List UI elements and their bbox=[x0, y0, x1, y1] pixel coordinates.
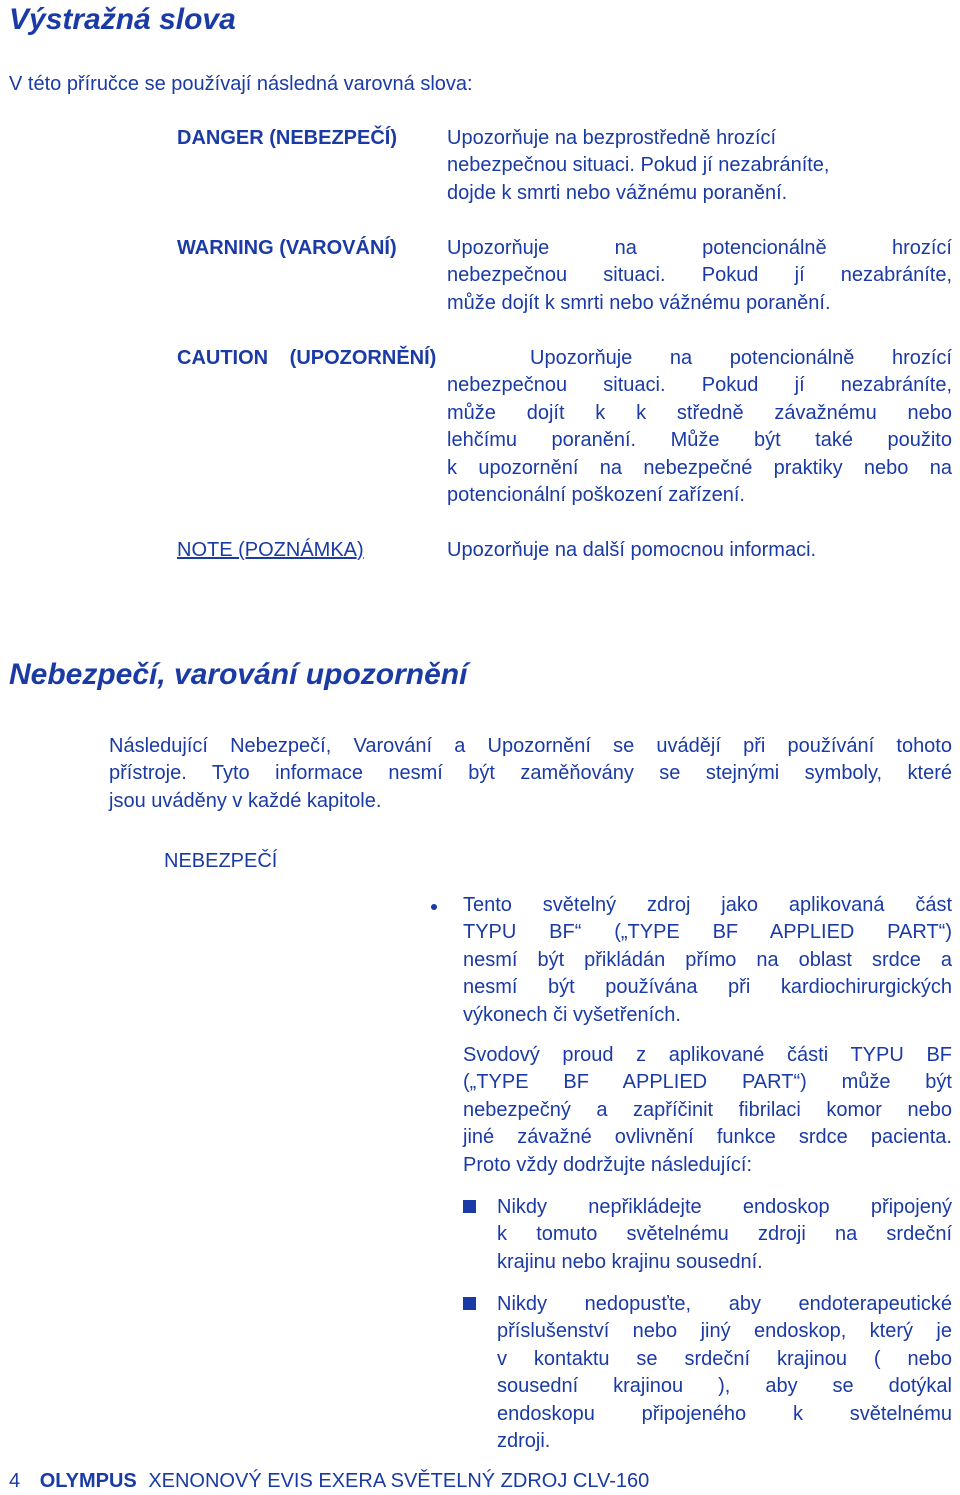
term-caution: CAUTION (UPOZORNĚNÍ) bbox=[177, 347, 437, 369]
section-intro: Následující Nebezpečí, Varování a Upozornění se uvádějí při používání tohoto přístroje. Tyto informace nesmí být zaměňovány se stejnými symboly, které jsou uváděny v každé kapitole. bbox=[109, 735, 952, 812]
term-warning: WARNING (VAROVÁNÍ) bbox=[177, 237, 397, 259]
danger-label: NEBEZPEČÍ bbox=[164, 850, 278, 872]
bullet-dot-icon bbox=[431, 904, 437, 910]
desc-note: Upozorňuje na další pomocnou informaci. bbox=[447, 539, 817, 561]
page-number: 4 bbox=[9, 1470, 21, 1492]
intro-text: V této příručce se používají následná varovná slova: bbox=[9, 73, 473, 95]
footer-brand: OLYMPUS bbox=[39, 1470, 137, 1492]
section-heading: Nebezpečí, varování upozornění bbox=[9, 658, 468, 691]
desc-caution-first: Upozorňuje na potencionálně hrozící bbox=[530, 347, 952, 369]
sub-item-2: Nikdy nedopusťte, aby endoterapeutické příslušenství nebo jiný endoskop, který je v kontaktu se srdeční krajinou ( nebo sousední krajinou ), aby se dotýkal endoskopu připojeného k světelnému zdroji. bbox=[497, 1293, 952, 1453]
sub-item-1: Nikdy nepřikládejte endoskop připojený k tomuto světelnému zdroji na srdeční krajinu nebo krajinu sousední. bbox=[497, 1196, 952, 1273]
bullet-paragraph: Tento světelný zdroj jako aplikovaná část TYPU BF“ („TYPE BF APPLIED PART“) nesmí být přikládán přímo na oblast srdce a nesmí být používána při kardiochirurgických výkonech či vyšetřeních. bbox=[463, 894, 952, 1026]
desc-danger: Upozorňuje na bezprostředně hrozící nebezpečnou situaci. Pokud jí nezabráníte, dojde k smrti nebo vážnému poranění. bbox=[447, 127, 830, 204]
desc-caution: nebezpečnou situaci. Pokud jí nezabráníte, může dojít k k středně závažnému nebo lehčímu poranění. Může být také použito k upozornění na nebezpečné praktiky nebo na potencionální poškození zařízení. bbox=[447, 374, 952, 507]
leakage-paragraph: Svodový proud z aplikované části TYPU BF („TYPE BF APPLIED PART“) může být nebezpečný a zapříčinit fibrilaci komor nebo jiné závažné ovlivnění funkce srdce pacienta. Proto vždy dodržujte následující: bbox=[463, 1044, 952, 1176]
square-bullet-icon bbox=[463, 1297, 476, 1310]
term-note: NOTE (POZNÁMKA) bbox=[177, 539, 364, 561]
page-heading: Výstražná slova bbox=[9, 3, 236, 36]
square-bullet-icon bbox=[463, 1200, 476, 1213]
term-danger: DANGER (NEBEZPEČÍ) bbox=[177, 127, 398, 149]
footer-title: XENONOVÝ EVIS EXERA SVĚTELNÝ ZDROJ CLV-160 bbox=[148, 1470, 650, 1492]
desc-warning: Upozorňuje na potencionálně hrozící nebezpečnou situaci. Pokud jí nezabráníte, může dojít k smrti nebo vážnému poranění. bbox=[447, 237, 952, 314]
